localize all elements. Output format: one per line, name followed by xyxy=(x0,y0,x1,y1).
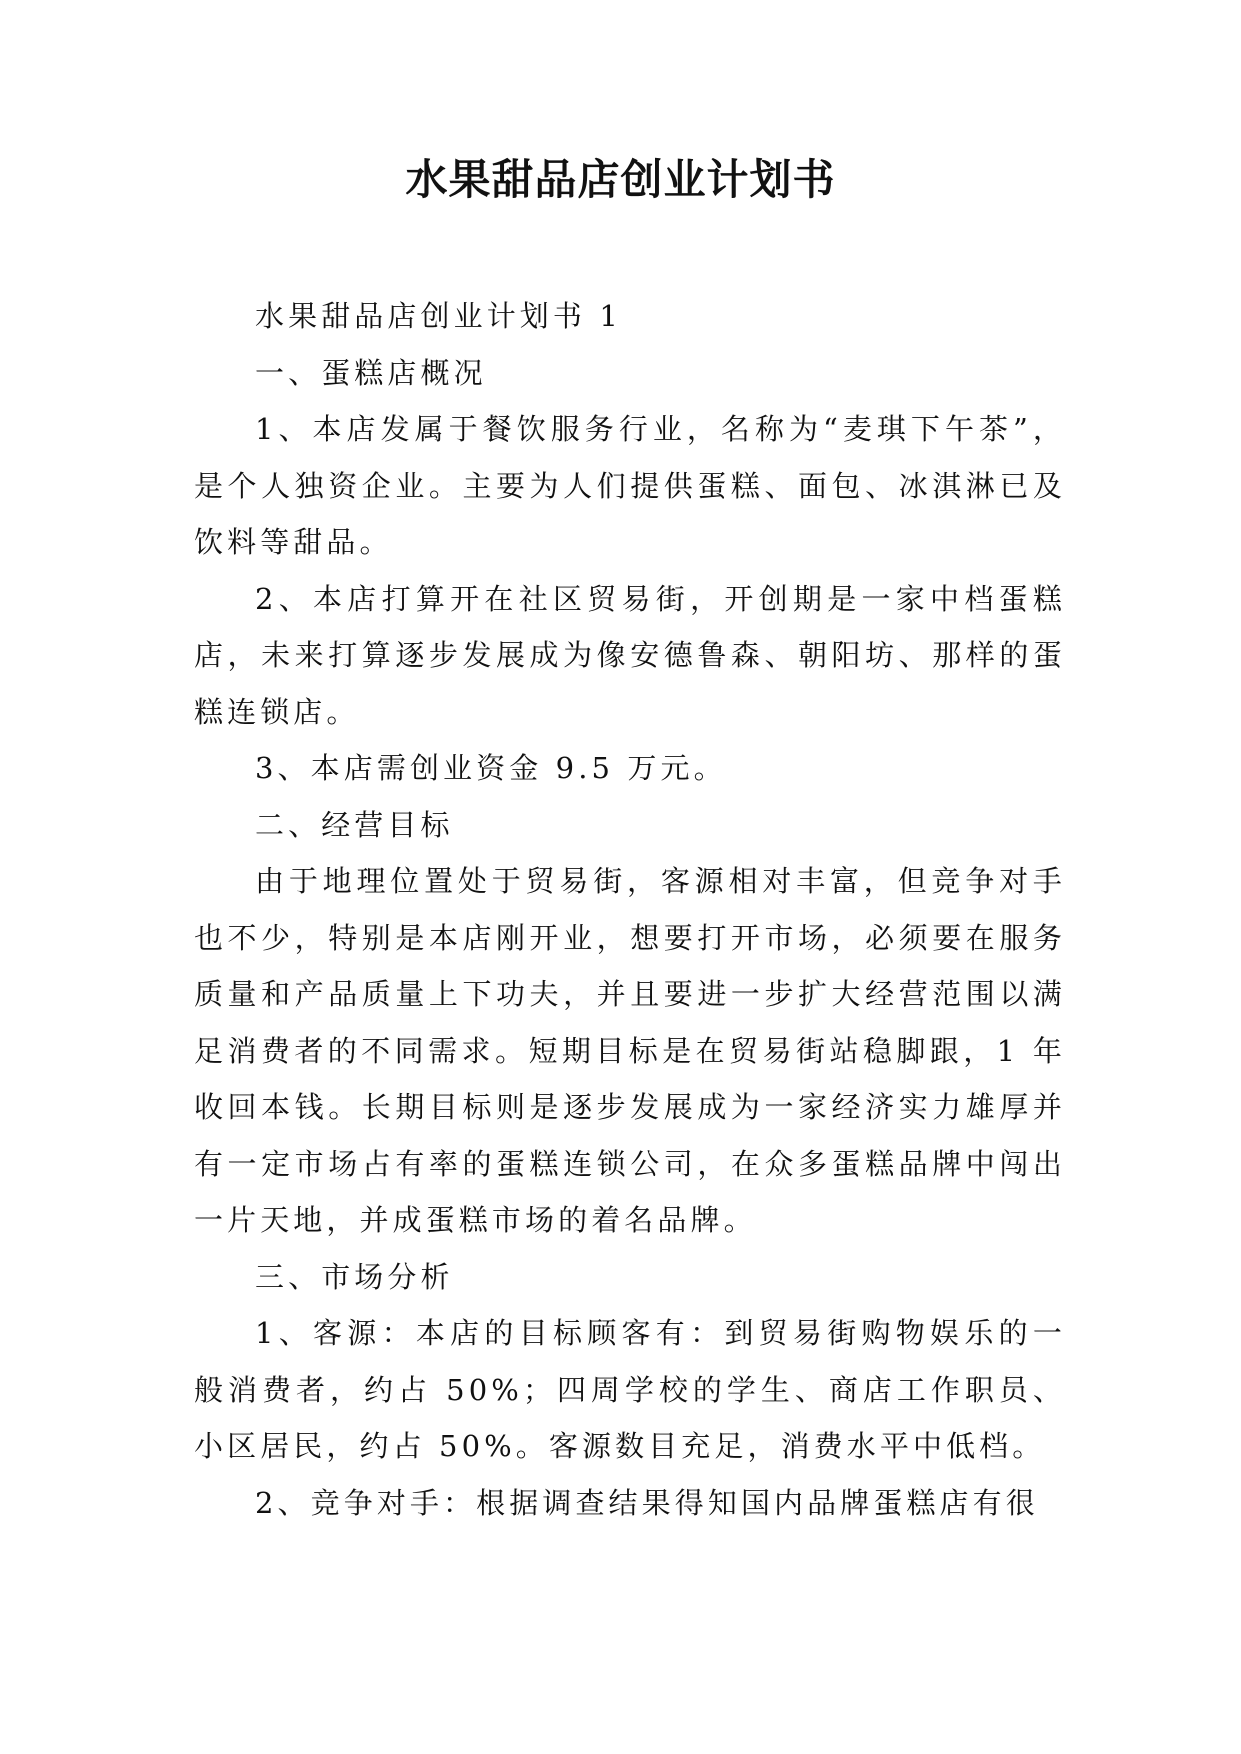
section-heading-market: 三、市场分析 xyxy=(255,1259,454,1294)
paragraph-market-competitors: 2、竞争对手：根据调查结果得知国内品牌蛋糕店有很 xyxy=(255,1485,1039,1520)
section-heading-overview: 一、蛋糕店概况 xyxy=(255,355,487,390)
paragraph-goals: 由于地理位置处于贸易街，客源相对丰富，但竞争对手也不少，特别是本店刚开业，想要打开市场，必须要在服务质量和产品质量上下功夫，并且要进一步扩大经营范围以满足消费者的不同需求。短期目标是在贸易街站稳脚跟，1 年收回本钱。长期目标则是逐步发展成为一家经济实力雄厚并有一定市场占有率的蛋糕连锁公司，在众多蛋糕品牌中闯出一片天地，并成蛋糕市场的着名品牌。 xyxy=(194,864,1066,1237)
document-title: 水果甜品店创业计划书 xyxy=(405,155,836,204)
paragraph-overview-1: 1、本店发属于餐饮服务行业，名称为“麦琪下午茶”，是个人独资企业。主要为人们提供蛋糕、面包、冰淇淋已及饮料等甜品。 xyxy=(194,412,1066,559)
paragraph-doc-subtitle: 水果甜品店创业计划书 1 xyxy=(255,299,622,333)
section-heading-goals: 二、经营目标 xyxy=(255,807,454,842)
paragraph-overview-2: 2、本店打算开在社区贸易街，开创期是一家中档蛋糕店，未来打算逐步发展成为像安德鲁森、朝阳坊、那样的蛋糕连锁店。 xyxy=(194,581,1066,729)
document-body xyxy=(194,288,1066,1531)
paragraph-overview-3: 3、本店需创业资金 9.5 万元。 xyxy=(255,751,727,785)
paragraph-market-customers: 1、客源：本店的目标顾客有：到贸易街购物娱乐的一般消费者，约占 50%；四周学校的学生、商店工作职员、小区居民，约占 50%。客源数目充足，消费水平中低档。 xyxy=(194,1316,1066,1463)
